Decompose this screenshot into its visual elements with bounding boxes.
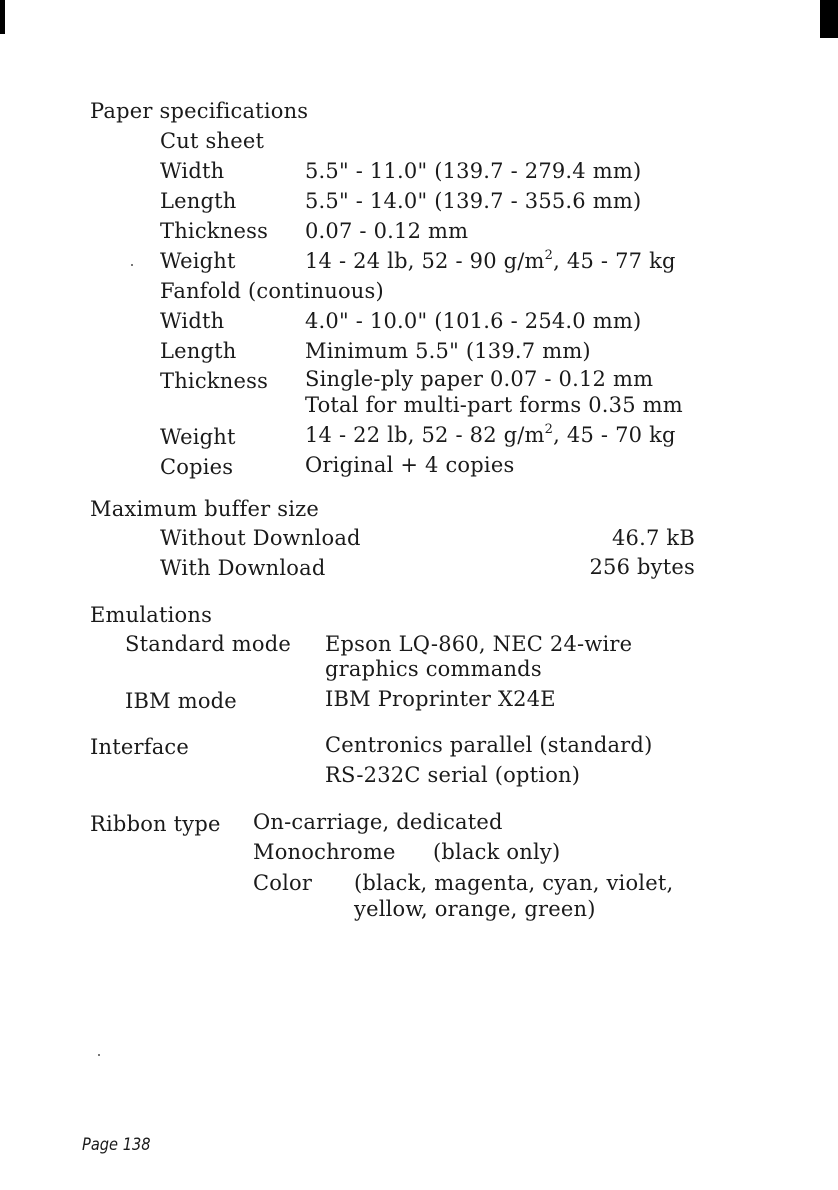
weight-value-text: 14 - 24 lb, 52 - 90 g/m	[305, 249, 545, 273]
spec-value-copies: Original + 4 copies	[305, 453, 515, 477]
emulation-value-standard: Epson LQ-860, NEC 24-wire	[325, 632, 633, 656]
spec-label-copies: Copies	[160, 455, 234, 479]
fanfold-weight-value-text: 14 - 22 lb, 52 - 82 g/m	[305, 423, 545, 447]
interface-value-serial: RS-232C serial (option)	[325, 763, 581, 787]
spec-label-fanfold-thickness: Thickness	[160, 369, 269, 393]
scan-speck	[98, 1054, 100, 1056]
scan-edge-mark-left	[0, 0, 5, 34]
ribbon-value: On-carriage, dedicated	[253, 810, 503, 834]
spec-value-fanfold-thickness-2: Total for multi-part forms 0.35 mm	[305, 393, 683, 417]
spec-value-fanfold-width: 4.0" - 10.0" (101.6 - 254.0 mm)	[305, 309, 642, 333]
spec-label-thickness: Thickness	[160, 219, 269, 243]
spec-value-fanfold-weight	[305, 422, 676, 448]
subheading-fanfold: Fanfold (continuous)	[160, 279, 384, 303]
spec-value-weight	[305, 248, 676, 274]
emulation-label-ibm: IBM mode	[125, 689, 237, 713]
superscript-exponent: 2	[544, 248, 554, 263]
spec-value-length: 5.5" - 14.0" (139.7 - 355.6 mm)	[305, 189, 642, 213]
page-number: Page 138	[82, 1135, 151, 1155]
section-title-paper: Paper specifications	[90, 99, 309, 123]
buffer-value-without-download: 46.7 kB	[612, 526, 695, 550]
spec-label-fanfold-width: Width	[160, 309, 225, 333]
spec-value-width: 5.5" - 11.0" (139.7 - 279.4 mm)	[305, 159, 642, 183]
scan-edge-mark-right	[820, 0, 838, 38]
buffer-value-with-download: 256 bytes	[589, 555, 695, 579]
ribbon-value-color: (black, magenta, cyan, violet,	[354, 871, 674, 895]
buffer-label-with-download: With Download	[160, 556, 326, 580]
scan-speck	[131, 264, 133, 266]
superscript-exponent: 2	[544, 422, 554, 437]
weight-value-tail: , 45 - 77 kg	[553, 249, 676, 273]
emulation-value-standard-2: graphics commands	[325, 657, 542, 681]
ribbon-value-color-2: yellow, orange, green)	[354, 897, 596, 921]
emulation-value-ibm: IBM Proprinter X24E	[325, 687, 556, 711]
section-title-buffer: Maximum buffer size	[90, 497, 320, 521]
ribbon-value-monochrome: (black only)	[433, 840, 561, 864]
interface-value-parallel: Centronics parallel (standard)	[325, 733, 653, 757]
spec-label-fanfold-length: Length	[160, 339, 237, 363]
emulation-label-standard: Standard mode	[125, 632, 292, 656]
section-title-interface: Interface	[90, 735, 190, 759]
spec-label-fanfold-weight: Weight	[160, 425, 236, 449]
spec-label-length: Length	[160, 189, 237, 213]
spec-value-fanfold-length: Minimum 5.5" (139.7 mm)	[305, 339, 591, 363]
spec-label-width: Width	[160, 159, 225, 183]
spec-label-weight: Weight	[160, 249, 236, 273]
ribbon-label-color: Color	[253, 871, 313, 895]
section-title-ribbon: Ribbon type	[90, 812, 221, 836]
ribbon-label-monochrome: Monochrome	[253, 840, 396, 864]
section-title-emulations: Emulations	[90, 603, 213, 627]
spec-value-thickness: 0.07 - 0.12 mm	[305, 219, 469, 243]
subheading-cut-sheet: Cut sheet	[160, 129, 265, 153]
buffer-label-without-download: Without Download	[160, 526, 361, 550]
spec-value-fanfold-thickness: Single-ply paper 0.07 - 0.12 mm	[305, 367, 654, 391]
fanfold-weight-value-tail: , 45 - 70 kg	[553, 423, 676, 447]
